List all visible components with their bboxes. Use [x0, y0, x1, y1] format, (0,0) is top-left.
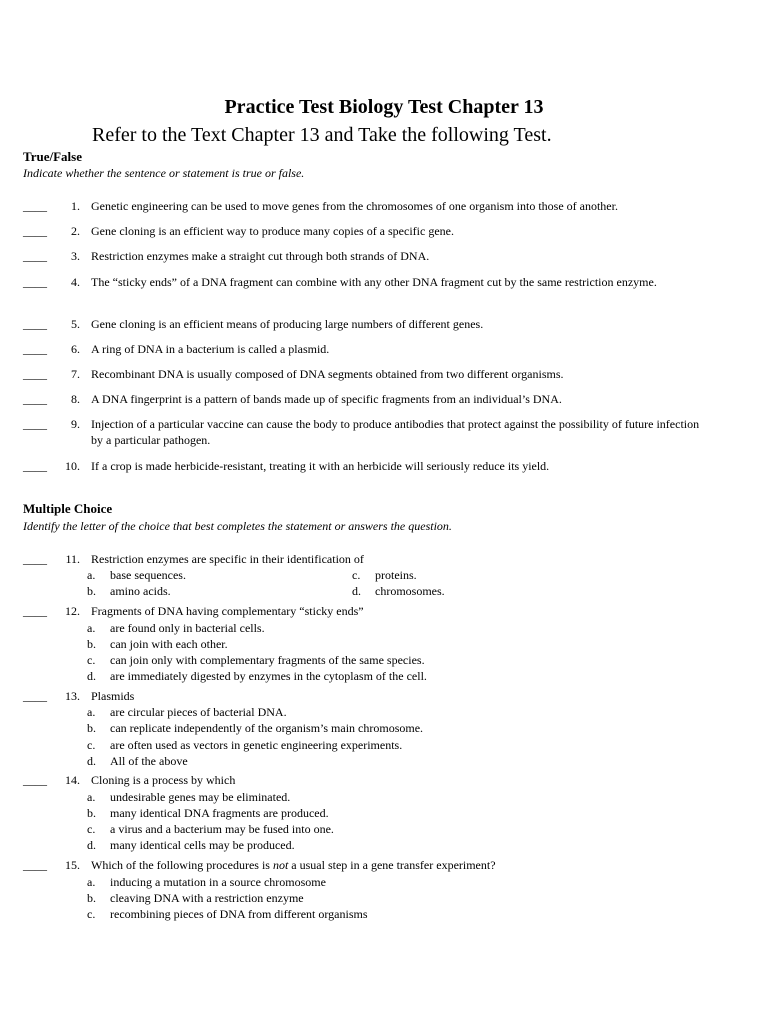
true-false-instructions: Indicate whether the sentence or statement is true or false. — [23, 166, 305, 180]
answer-blank[interactable]: ____ — [23, 604, 47, 618]
option-text: can join only with complementary fragments of the same species. — [110, 653, 425, 667]
question-number: 6. — [71, 342, 80, 356]
option-text: many identical cells may be produced. — [110, 838, 295, 852]
option-text: are found only in bacterial cells. — [110, 621, 265, 635]
option-letter: b. — [87, 721, 96, 735]
option-text: cleaving DNA with a restriction enzyme — [110, 891, 304, 905]
question-text: Injection of a particular vaccine can cause the body to produce antibodies that protect against the possibility of future infection by a particular pathogen. — [91, 417, 700, 447]
option-text: chromosomes. — [375, 584, 445, 598]
option-text: recombining pieces of DNA from different organisms — [110, 907, 368, 921]
question-text: Cloning is a process by which — [91, 773, 236, 787]
question-text: Recombinant DNA is usually composed of DNA segments obtained from two different organisms. — [91, 367, 564, 381]
question-number: 1. — [71, 199, 80, 213]
option-text: All of the above — [110, 754, 188, 768]
question-number: 12. — [65, 604, 80, 618]
option-text: inducing a mutation in a source chromosome — [110, 875, 326, 889]
option-letter: d. — [352, 584, 361, 598]
true-false-heading: True/False — [23, 149, 82, 164]
answer-blank[interactable]: ____ — [23, 552, 47, 566]
option-text: undesirable genes may be eliminated. — [110, 790, 291, 804]
option-letter: a. — [87, 875, 96, 889]
multiple-choice-heading: Multiple Choice — [23, 501, 113, 516]
question-text-start: Which of the following procedures is — [91, 858, 273, 872]
question-text — [91, 857, 703, 873]
question-text: Restriction enzymes make a straight cut through both strands of DNA. — [91, 249, 430, 263]
answer-blank[interactable]: ____ — [23, 392, 47, 406]
question-number: 3. — [71, 249, 80, 263]
answer-blank[interactable]: ____ — [23, 199, 47, 213]
question-number: 11. — [65, 552, 80, 566]
question-number: 10. — [65, 459, 80, 473]
option-letter: c. — [87, 907, 96, 921]
question-number: 5. — [71, 317, 80, 331]
option-letter: d. — [87, 754, 96, 768]
option-letter: c. — [87, 822, 96, 836]
option-text: many identical DNA fragments are produced. — [110, 806, 329, 820]
option-text: are often used as vectors in genetic engineering experiments. — [110, 738, 403, 752]
answer-blank[interactable]: ____ — [23, 459, 47, 473]
answer-blank[interactable]: ____ — [23, 249, 47, 263]
option-letter: a. — [87, 790, 96, 804]
answer-blank[interactable]: ____ — [23, 417, 47, 431]
answer-blank[interactable]: ____ — [23, 773, 47, 787]
question-number: 8. — [71, 392, 80, 406]
answer-blank[interactable]: ____ — [23, 367, 47, 381]
option-text: are circular pieces of bacterial DNA. — [110, 705, 287, 719]
option-letter: a. — [87, 568, 96, 582]
question-text: Fragments of DNA having complementary “sticky ends” — [91, 604, 364, 618]
answer-blank[interactable]: ____ — [23, 342, 47, 356]
option-text: can join with each other. — [110, 637, 228, 651]
question-number: 4. — [71, 275, 80, 289]
question-text: Genetic engineering can be used to move genes from the chromosomes of one organism into those of another. — [91, 199, 618, 213]
option-letter: b. — [87, 637, 96, 651]
option-text: a virus and a bacterium may be fused into one. — [110, 822, 334, 836]
question-number: 9. — [71, 417, 80, 431]
option-letter: d. — [87, 669, 96, 683]
option-text: amino acids. — [110, 584, 171, 598]
option-letter: a. — [87, 705, 96, 719]
option-letter: d. — [87, 838, 96, 852]
question-number: 13. — [65, 689, 80, 703]
question-number: 2. — [71, 224, 80, 238]
question-text: The “sticky ends” of a DNA fragment can combine with any other DNA fragment cut by the same restriction enzyme. — [91, 275, 657, 289]
option-text: can replicate independently of the organism’s main chromosome. — [110, 721, 424, 735]
question-number: 14. — [65, 773, 80, 787]
question-text: Gene cloning is an efficient way to produce many copies of a specific gene. — [91, 224, 454, 238]
option-letter: b. — [87, 584, 96, 598]
question-number: 7. — [71, 367, 80, 381]
page-title: Practice Test Biology Test Chapter 13 — [224, 96, 544, 118]
answer-blank[interactable]: ____ — [23, 858, 47, 872]
option-letter: b. — [87, 806, 96, 820]
question-number: 15. — [65, 858, 80, 872]
option-letter: c. — [87, 653, 96, 667]
question-text: Gene cloning is an efficient means of producing large numbers of different genes. — [91, 317, 484, 331]
option-letter: a. — [87, 621, 96, 635]
answer-blank[interactable]: ____ — [23, 317, 47, 331]
option-letter: b. — [87, 891, 96, 905]
option-text: are immediately digested by enzymes in the cytoplasm of the cell. — [110, 669, 427, 683]
question-text-emphasis: not — [272, 858, 289, 872]
question-text-end: a usual step in a gene transfer experiment? — [288, 858, 496, 872]
option-letter: c. — [352, 568, 361, 582]
answer-blank[interactable]: ____ — [23, 224, 47, 238]
option-text: proteins. — [375, 568, 417, 582]
answer-blank[interactable]: ____ — [23, 689, 47, 703]
question-text: A ring of DNA in a bacterium is called a plasmid. — [91, 342, 330, 356]
option-text: base sequences. — [110, 568, 186, 582]
question-text: Plasmids — [91, 689, 135, 703]
multiple-choice-instructions: Identify the letter of the choice that best completes the statement or answers the question. — [23, 519, 452, 533]
question-text: If a crop is made herbicide-resistant, treating it with an herbicide will seriously reduce its yield. — [91, 459, 550, 473]
option-letter: c. — [87, 738, 96, 752]
question-text: A DNA fingerprint is a pattern of bands made up of specific fragments from an individual’s DNA. — [91, 392, 562, 406]
question-text: Restriction enzymes are specific in their identification of — [91, 552, 364, 566]
answer-blank[interactable]: ____ — [23, 275, 47, 289]
page-subtitle: Refer to the Text Chapter 13 and Take the following Test. — [92, 124, 552, 146]
